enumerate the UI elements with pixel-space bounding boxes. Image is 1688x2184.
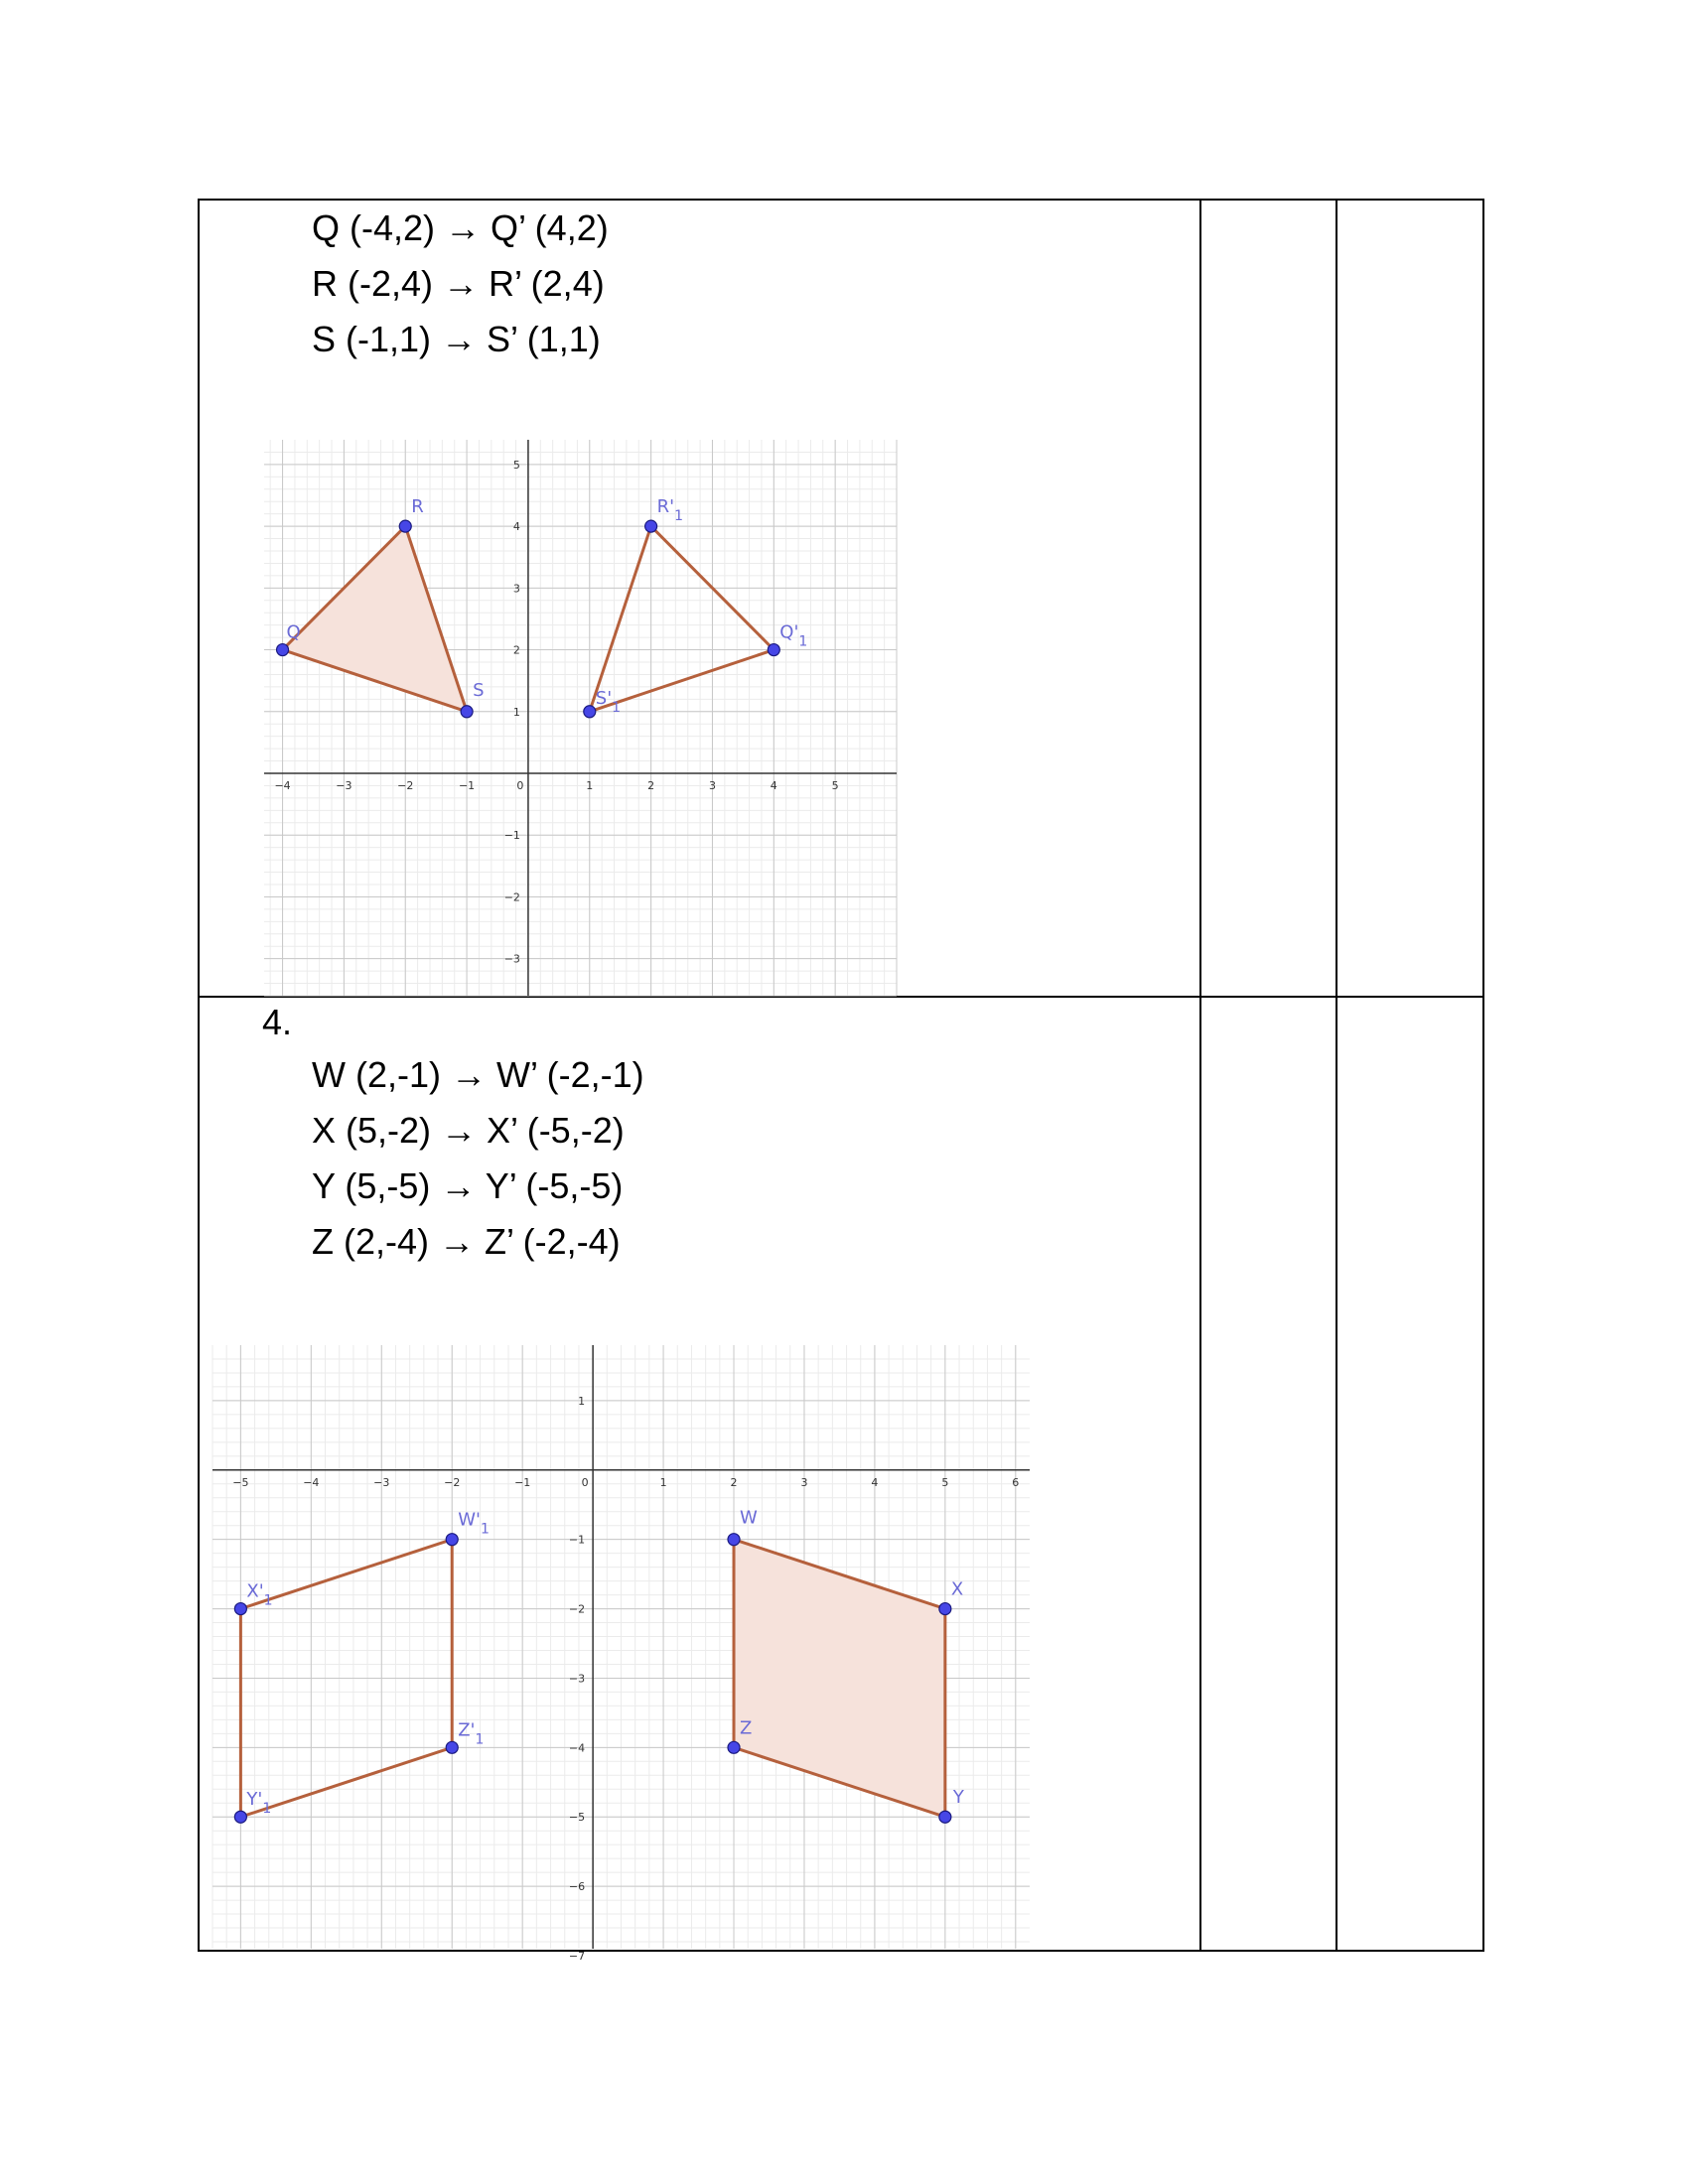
row-1-mappings (312, 201, 609, 367)
x-tick-label: −4 (274, 779, 291, 792)
x-tick-label: 4 (871, 1475, 879, 1489)
y-tick-label: −5 (568, 1811, 586, 1825)
y-tick-label: −3 (568, 1672, 586, 1686)
point-r-prime (645, 520, 657, 532)
point-label: $Y'_1$ (246, 1789, 272, 1818)
y-tick-label: −6 (568, 1880, 586, 1894)
x-tick-label: −4 (303, 1475, 320, 1489)
table-divider-1 (1199, 199, 1201, 1952)
y-tick-label: −3 (503, 952, 520, 966)
y-tick-label: 3 (512, 582, 520, 596)
y-tick-label: −2 (568, 1602, 586, 1616)
y-tick-label: 4 (512, 520, 520, 534)
x-tick-label: 2 (730, 1475, 738, 1489)
point-w (728, 1534, 740, 1546)
x-tick-label: 6 (1012, 1475, 1020, 1489)
point-z-prime (446, 1741, 458, 1753)
point-z (728, 1741, 740, 1753)
x-tick-label: 1 (586, 779, 594, 792)
polygon-w-primex-primey-primez-prime (234, 1510, 490, 1824)
mapping-line: S (-1,1) → S’ (1,1) (312, 319, 601, 359)
row-2-number: 4. (262, 1002, 293, 1042)
y-tick-label: −1 (568, 1533, 586, 1547)
x-tick-label: 5 (941, 1475, 949, 1489)
point-label: $Q'_1$ (779, 621, 808, 650)
mapping-line: W (2,-1) → W’ (-2,-1) (312, 1054, 644, 1095)
x-tick-label: 0 (581, 1475, 589, 1489)
point-label: $X'_1$ (246, 1580, 273, 1609)
x-tick-label: 3 (708, 779, 716, 792)
point-label: $W'_1$ (458, 1509, 490, 1538)
mapping-line: Y (5,-5) → Y’ (-5,-5) (312, 1165, 624, 1206)
point-y-prime (234, 1811, 246, 1823)
polygon-shape (590, 526, 774, 712)
point-label: $R'_1$ (656, 496, 684, 525)
point-x-prime (234, 1603, 246, 1615)
mapping-line: X (5,-2) → X’ (-5,-2) (312, 1110, 625, 1151)
point-r (399, 520, 411, 532)
x-tick-label: 0 (516, 779, 524, 792)
point-w-prime (446, 1534, 458, 1546)
x-tick-label: −1 (458, 779, 476, 792)
x-tick-label: −3 (373, 1475, 390, 1489)
coordinate-graph-triangles (264, 440, 897, 996)
x-tick-label: 2 (647, 779, 655, 792)
point-label: W (740, 1507, 758, 1529)
y-tick-label: 5 (512, 458, 520, 472)
point-label: $Z'_1$ (458, 1719, 485, 1748)
y-tick-label: 2 (512, 643, 520, 657)
grid-minor (264, 440, 897, 996)
point-label: Z (740, 1717, 753, 1739)
x-tick-label: −2 (444, 1475, 461, 1489)
point-label: $S'_1$ (595, 687, 622, 716)
x-tick-label: −2 (397, 779, 414, 792)
point-label: Q (286, 621, 301, 643)
y-tick-label: −1 (503, 829, 520, 843)
point-label: Y (952, 1787, 964, 1809)
point-q-prime (768, 644, 779, 656)
mapping-line: R (-2,4) → R’ (2,4) (312, 263, 605, 304)
y-tick-label: 1 (512, 705, 520, 719)
x-tick-label: −3 (336, 779, 352, 792)
x-tick-label: 5 (831, 779, 839, 792)
x-tick-label: 3 (800, 1475, 808, 1489)
coordinate-graph-quadrilaterals (212, 1345, 1030, 1963)
y-tick-label: 1 (578, 1394, 586, 1408)
mapping-line: Z (2,-4) → Z’ (-2,-4) (312, 1221, 621, 1262)
y-tick-label: −4 (568, 1741, 586, 1755)
point-x (939, 1603, 951, 1615)
point-label: X (950, 1578, 964, 1600)
y-tick-label: −2 (503, 890, 520, 904)
table-border-right (1482, 199, 1484, 1952)
point-q (277, 644, 289, 656)
polygon-shape (283, 526, 468, 712)
table-border-bottom (198, 1950, 1484, 1952)
mapping-line: Q (-4,2) → Q’ (4,2) (312, 207, 609, 248)
point-s-prime (584, 706, 596, 718)
x-tick-label: 1 (659, 1475, 667, 1489)
point-y (939, 1811, 951, 1823)
x-tick-label: −1 (514, 1475, 531, 1489)
x-tick-label: 4 (770, 779, 777, 792)
point-label: S (473, 679, 485, 701)
point-s (461, 706, 473, 718)
point-label: R (411, 496, 424, 518)
grid-major (264, 440, 897, 996)
table-border-left (198, 199, 200, 1952)
table-divider-2 (1336, 199, 1337, 1952)
x-tick-label: −5 (232, 1475, 249, 1489)
row-2-mappings (312, 1047, 644, 1270)
y-tick-label: −7 (568, 1949, 586, 1963)
